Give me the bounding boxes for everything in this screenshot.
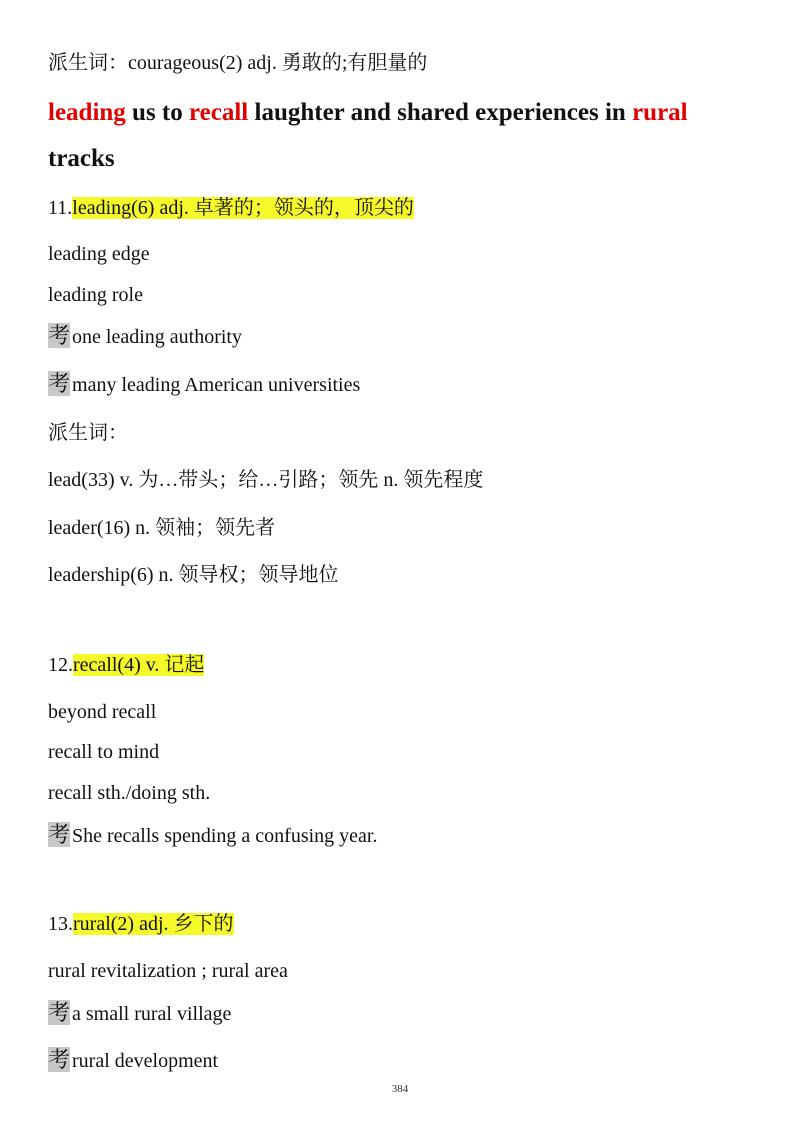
derivative-item: leadership(6) n. 领导权；领导地位 xyxy=(48,564,339,586)
entry-headword: recall(4) v. 记起 xyxy=(73,654,205,676)
sentence-word-leading: leading xyxy=(48,99,126,126)
phrase-item: recall sth./doing sth. xyxy=(48,782,211,804)
exam-example-text: a small rural village xyxy=(72,1003,232,1025)
exam-example xyxy=(48,1000,231,1027)
exam-marker-icon: 考 xyxy=(48,371,71,396)
derivative-label: 派生词： xyxy=(48,422,128,444)
example-sentence-continued xyxy=(48,136,748,182)
exam-marker-icon: 考 xyxy=(48,822,71,847)
phrase-item: leading role xyxy=(48,284,143,306)
sentence-word-tracks: tracks xyxy=(48,145,115,172)
sentence-text: laughter and shared experiences in xyxy=(248,99,633,126)
phrase-item: beyond recall xyxy=(48,701,157,723)
phrase-item: recall to mind xyxy=(48,741,160,763)
exam-example-text: rural development xyxy=(72,1050,219,1072)
entry-13-heading xyxy=(48,911,234,937)
exam-example xyxy=(48,323,242,350)
entry-number: 13. xyxy=(48,913,73,935)
exam-example xyxy=(48,1047,218,1074)
exam-example xyxy=(48,822,377,849)
phrase-item: rural revitalization ; rural area xyxy=(48,960,288,982)
entry-headword: rural(2) adj. 乡下的 xyxy=(73,913,234,935)
example-sentence xyxy=(48,90,748,136)
entry-headword: leading(6) adj. 卓著的；领头的，顶尖的 xyxy=(72,197,414,219)
entry-number: 11. xyxy=(48,197,73,219)
entry-12-heading xyxy=(48,652,204,678)
sentence-text: us to xyxy=(125,99,190,126)
exam-example xyxy=(48,371,360,398)
derivative-item: leader(16) n. 领袖；领先者 xyxy=(48,517,276,539)
page-number: 384 xyxy=(391,1083,409,1095)
exam-marker-icon: 考 xyxy=(48,323,71,348)
sentence-word-rural: rural xyxy=(632,99,688,126)
derivative-item: lead(33) v. 为…带头；给…引路；领先 n. 领先程度 xyxy=(48,469,484,491)
derivative-line-courageous: 派生词：courageous(2) adj. 勇敢的;有胆量的 xyxy=(48,52,428,74)
entry-number: 12. xyxy=(48,654,73,676)
exam-example-text: She recalls spending a confusing year. xyxy=(72,825,378,847)
exam-marker-icon: 考 xyxy=(48,1047,71,1072)
exam-example-text: one leading authority xyxy=(72,326,242,348)
sentence-word-recall: recall xyxy=(189,99,249,126)
phrase-item: leading edge xyxy=(48,243,150,265)
exam-example-text: many leading American universities xyxy=(72,374,361,396)
entry-11-heading xyxy=(48,195,414,221)
exam-marker-icon: 考 xyxy=(48,1000,71,1025)
